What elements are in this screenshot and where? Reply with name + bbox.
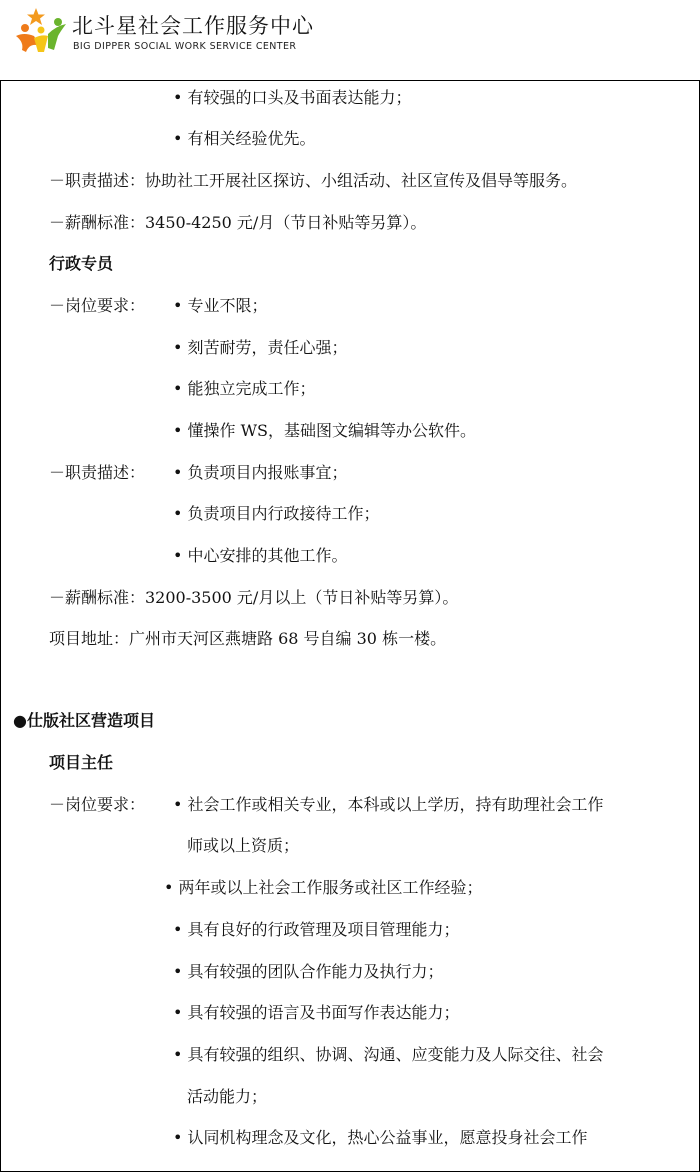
duty-item: • 负责项目内行政接待工作； (173, 504, 380, 523)
project-title: ●仕版社区营造项目 (13, 711, 155, 730)
requirement-item-continued: 师或以上资质； (187, 836, 300, 855)
org-name-en: BIG DIPPER SOCIAL WORK SERVICE CENTER (73, 41, 297, 52)
requirement-item: • 刻苦耐劳，责任心强； (173, 338, 348, 357)
org-name-cn: 北斗星社会工作服务中心 (72, 14, 314, 38)
requirement-item: • 具有较强的团队合作能力及执行力； (173, 962, 444, 981)
requirements-label: －岗位要求： (49, 296, 146, 315)
job-section-box-1 (0, 80, 700, 669)
duties-label: －职责描述： (49, 463, 146, 482)
page-header (0, 0, 700, 80)
position-title-admin: 行政专员 (49, 254, 114, 273)
job-section-box-2 (0, 667, 700, 1172)
requirement-item: • 专业不限； (173, 296, 268, 315)
requirement-item: • 有较强的口头及书面表达能力； (173, 88, 412, 107)
requirement-item: • 有相关经验优先。 (173, 129, 316, 148)
position-title-director: 项目主任 (49, 753, 114, 772)
salary-standard: －薪酬标准：3450-4250 元/月（节日补贴等另算）。 (49, 213, 427, 232)
requirement-item: • 社会工作或相关专业，本科或以上学历，持有助理社会工作 (173, 795, 604, 814)
duty-item: • 中心安排的其他工作。 (173, 546, 348, 565)
star-people-logo-icon (14, 6, 68, 60)
duty-item: • 负责项目内报账事宜； (173, 463, 348, 482)
salary-standard: －薪酬标准：3200-3500 元/月以上（节日补贴等另算）。 (49, 588, 459, 607)
requirement-item: • 懂操作 WS，基础图文编辑等办公软件。 (173, 421, 477, 440)
requirements-label: －岗位要求： (49, 795, 146, 814)
requirement-item: • 具有较强的组织、协调、沟通、应变能力及人际交往、社会 (173, 1045, 604, 1064)
duty-description: －职责描述：协助社工开展社区探访、小组活动、社区宣传及倡导等服务。 (49, 171, 578, 190)
requirement-item-continued: 活动能力； (187, 1087, 268, 1106)
requirement-item: • 具有良好的行政管理及项目管理能力； (173, 920, 460, 939)
requirement-item: • 两年或以上社会工作服务或社区工作经验； (164, 878, 483, 897)
requirement-item: • 能独立完成工作； (173, 379, 316, 398)
requirement-item: • 具有较强的语言及书面写作表达能力； (173, 1003, 460, 1022)
requirement-item: • 认同机构理念及文化，热心公益事业，愿意投身社会工作 (173, 1128, 588, 1147)
project-address: 项目地址：广州市天河区燕塘路 68 号自编 30 栋一楼。 (49, 629, 447, 648)
